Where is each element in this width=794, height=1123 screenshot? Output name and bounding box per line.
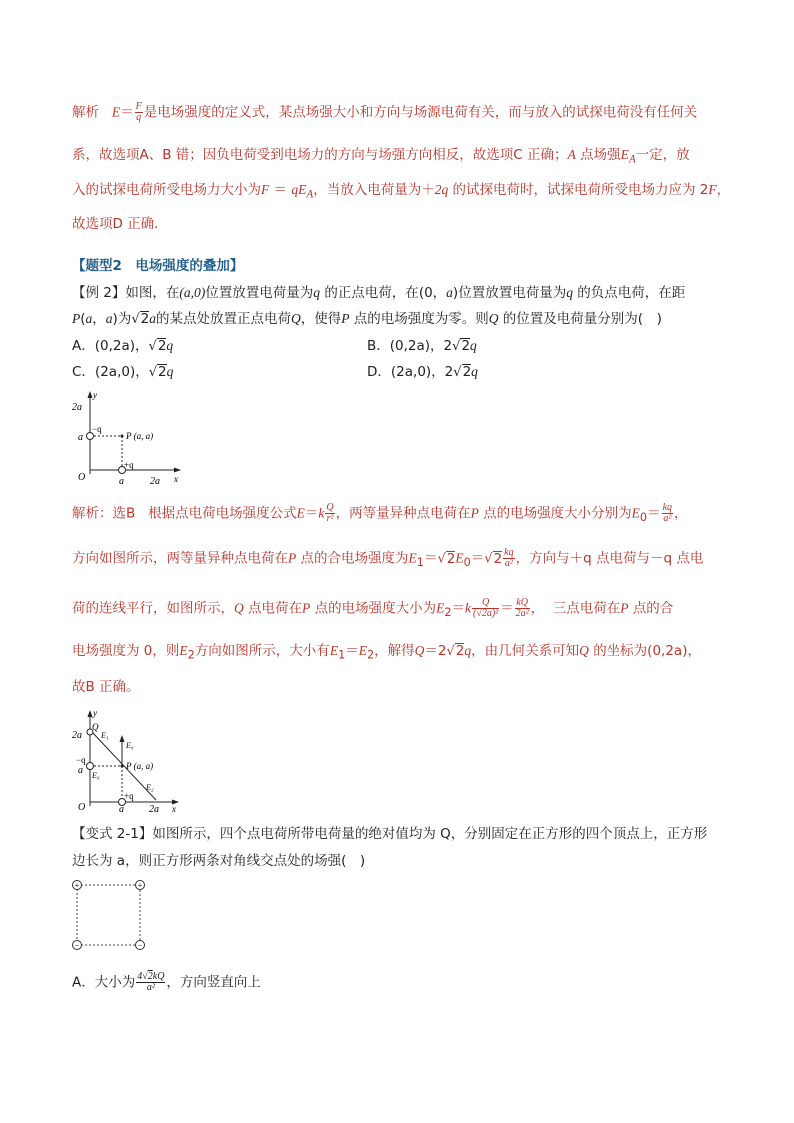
solution-line-2: 方向如图所示，两等量异种点电荷在P 点的合电场强度为$E_1=√2E_0=√2$ $\frac{kq}{\text{a²}}$ ，方向与＋q 点电荷与－q 点电	[72, 547, 704, 570]
figure-square	[70, 878, 150, 953]
e0-arrowhead-icon	[120, 735, 125, 742]
x-label: x	[172, 804, 176, 813]
label-pos-q: +q	[124, 791, 134, 801]
analysis-label: 解析	[72, 104, 99, 121]
y-axis-arrow-icon	[88, 391, 93, 398]
label-p: P (a, a)	[126, 431, 154, 441]
minus-sign-icon: −	[74, 941, 80, 950]
tick-a-y: a	[78, 765, 83, 776]
solution-line-4: 电场强度为 0，则$E_2$方向如图所示，大小有$E_1=E_2$，解得Q＝2√2q，由几何关系可知Q 的坐标为(0,2a)，	[72, 643, 701, 662]
option-d[interactable]: D．(2a,0)，2√2q	[367, 364, 478, 380]
label-neg-q: −q	[76, 755, 86, 765]
origin-label: O	[78, 802, 86, 813]
solution-line-1: 解析：选B 根据点电荷电场强度公式E＝k $\frac{Q}{\text{r²}}$ ，两等量异种点电荷在P 点的电场强度大小分别为$E_0=$ $\frac{kq}{\text{a²}}$ ，	[72, 502, 688, 525]
label-e1: E₁	[101, 731, 109, 740]
y-label: y	[93, 390, 97, 400]
origin-label: O	[78, 472, 86, 483]
variant-line-1: 【变式 2-1】如图所示，四个点电荷所带电荷量的绝对值均为 Q，分别固定在正方形的四个顶点上，正方形	[72, 826, 708, 842]
label-e0-left: E₀	[92, 771, 100, 780]
figure-coordinates-1	[68, 390, 183, 490]
label-neg-q: −q	[92, 424, 102, 434]
label-e2: E₂	[146, 783, 154, 792]
analysis-line-3: 入的试探电荷所受电场力大小为$F = qE_A$，当放入电荷量为＋2q 的试探电荷时，试探电荷所受电场力应为 2F，	[72, 182, 731, 201]
tick-2a-x: 2a	[150, 476, 160, 487]
label-p: P (a, a)	[126, 761, 154, 771]
tick-2a-y: 2a	[72, 730, 82, 741]
solution-line-5: 故B 正确。	[72, 679, 140, 695]
figure-coordinates-2	[68, 708, 183, 813]
analysis-line-2: 系，故选项A、B 错；因负电荷受到电场力的方向与场强方向相反，故选项C 正确；A 点场强$E_A$一定，放	[72, 147, 690, 166]
x-label: x	[174, 474, 178, 484]
solution-line-3: 荷的连线平行，如图所示，Q 点电荷在P 点的电场强度大小为$E_2=k$ $\frac{Q}{\text{(√2a)²}}$ ＝ $\frac{kQ}{\text{2a²}}$ ， 三点电荷在P 点的合	[72, 597, 674, 620]
tick-a-x: a	[119, 476, 124, 487]
label-pos-q: +q	[124, 460, 134, 470]
x-axis-arrow-icon	[174, 468, 181, 473]
option-b[interactable]: B．(0,2a)，2√2q	[367, 338, 477, 354]
y-label: y	[93, 708, 97, 718]
tick-a-y: a	[78, 432, 83, 443]
variant-option-a[interactable]: A．大小为 $\frac{4√2kQ}{\text{a²}}$ ，方向竖直向上	[72, 971, 261, 993]
analysis-line-1: 解析 E＝ $\frac{F}{q}$ 是电场强度的定义式，某点场强大小和方向与场源电荷有关，而与放入的试探电荷没有任何关	[72, 101, 698, 123]
label-q: Q	[92, 722, 99, 732]
minus-sign-icon: −	[137, 941, 143, 950]
plus-sign-icon: +	[137, 881, 143, 890]
point-p	[121, 435, 124, 438]
example2-line-2: P(a，a)为√2a的某点处放置正点电荷Q，使得P 点的电场强度为零。则Q 的位置及电荷量分别为( )	[72, 311, 662, 327]
section-title: 【题型2 电场强度的叠加】	[72, 258, 244, 274]
label-e0-top: E₀	[126, 741, 134, 750]
square-outline	[77, 885, 140, 945]
example2-line-1: 【例 2】如图，在(a,0)位置放置电荷量为q 的正点电荷，在(0，a)位置放置电荷量为q 的负点电荷，在距	[72, 285, 686, 301]
variant-line-2: 边长为 a，则正方形两条对角线交点处的场强( )	[72, 853, 366, 869]
point-p	[121, 765, 124, 768]
y-axis-arrow-icon	[88, 710, 93, 717]
option-a[interactable]: A．(0,2a)，√2q	[72, 338, 174, 354]
analysis-line-4: 故选项D 正确．	[72, 216, 168, 232]
tick-2a-y: 2a	[72, 402, 82, 413]
plus-sign-icon: +	[74, 881, 80, 890]
tick-a-x: a	[119, 804, 124, 813]
option-c[interactable]: C．(2a,0)，√2q	[72, 364, 174, 380]
negative-charge	[87, 763, 94, 770]
tick-2a-x: 2a	[149, 804, 159, 813]
